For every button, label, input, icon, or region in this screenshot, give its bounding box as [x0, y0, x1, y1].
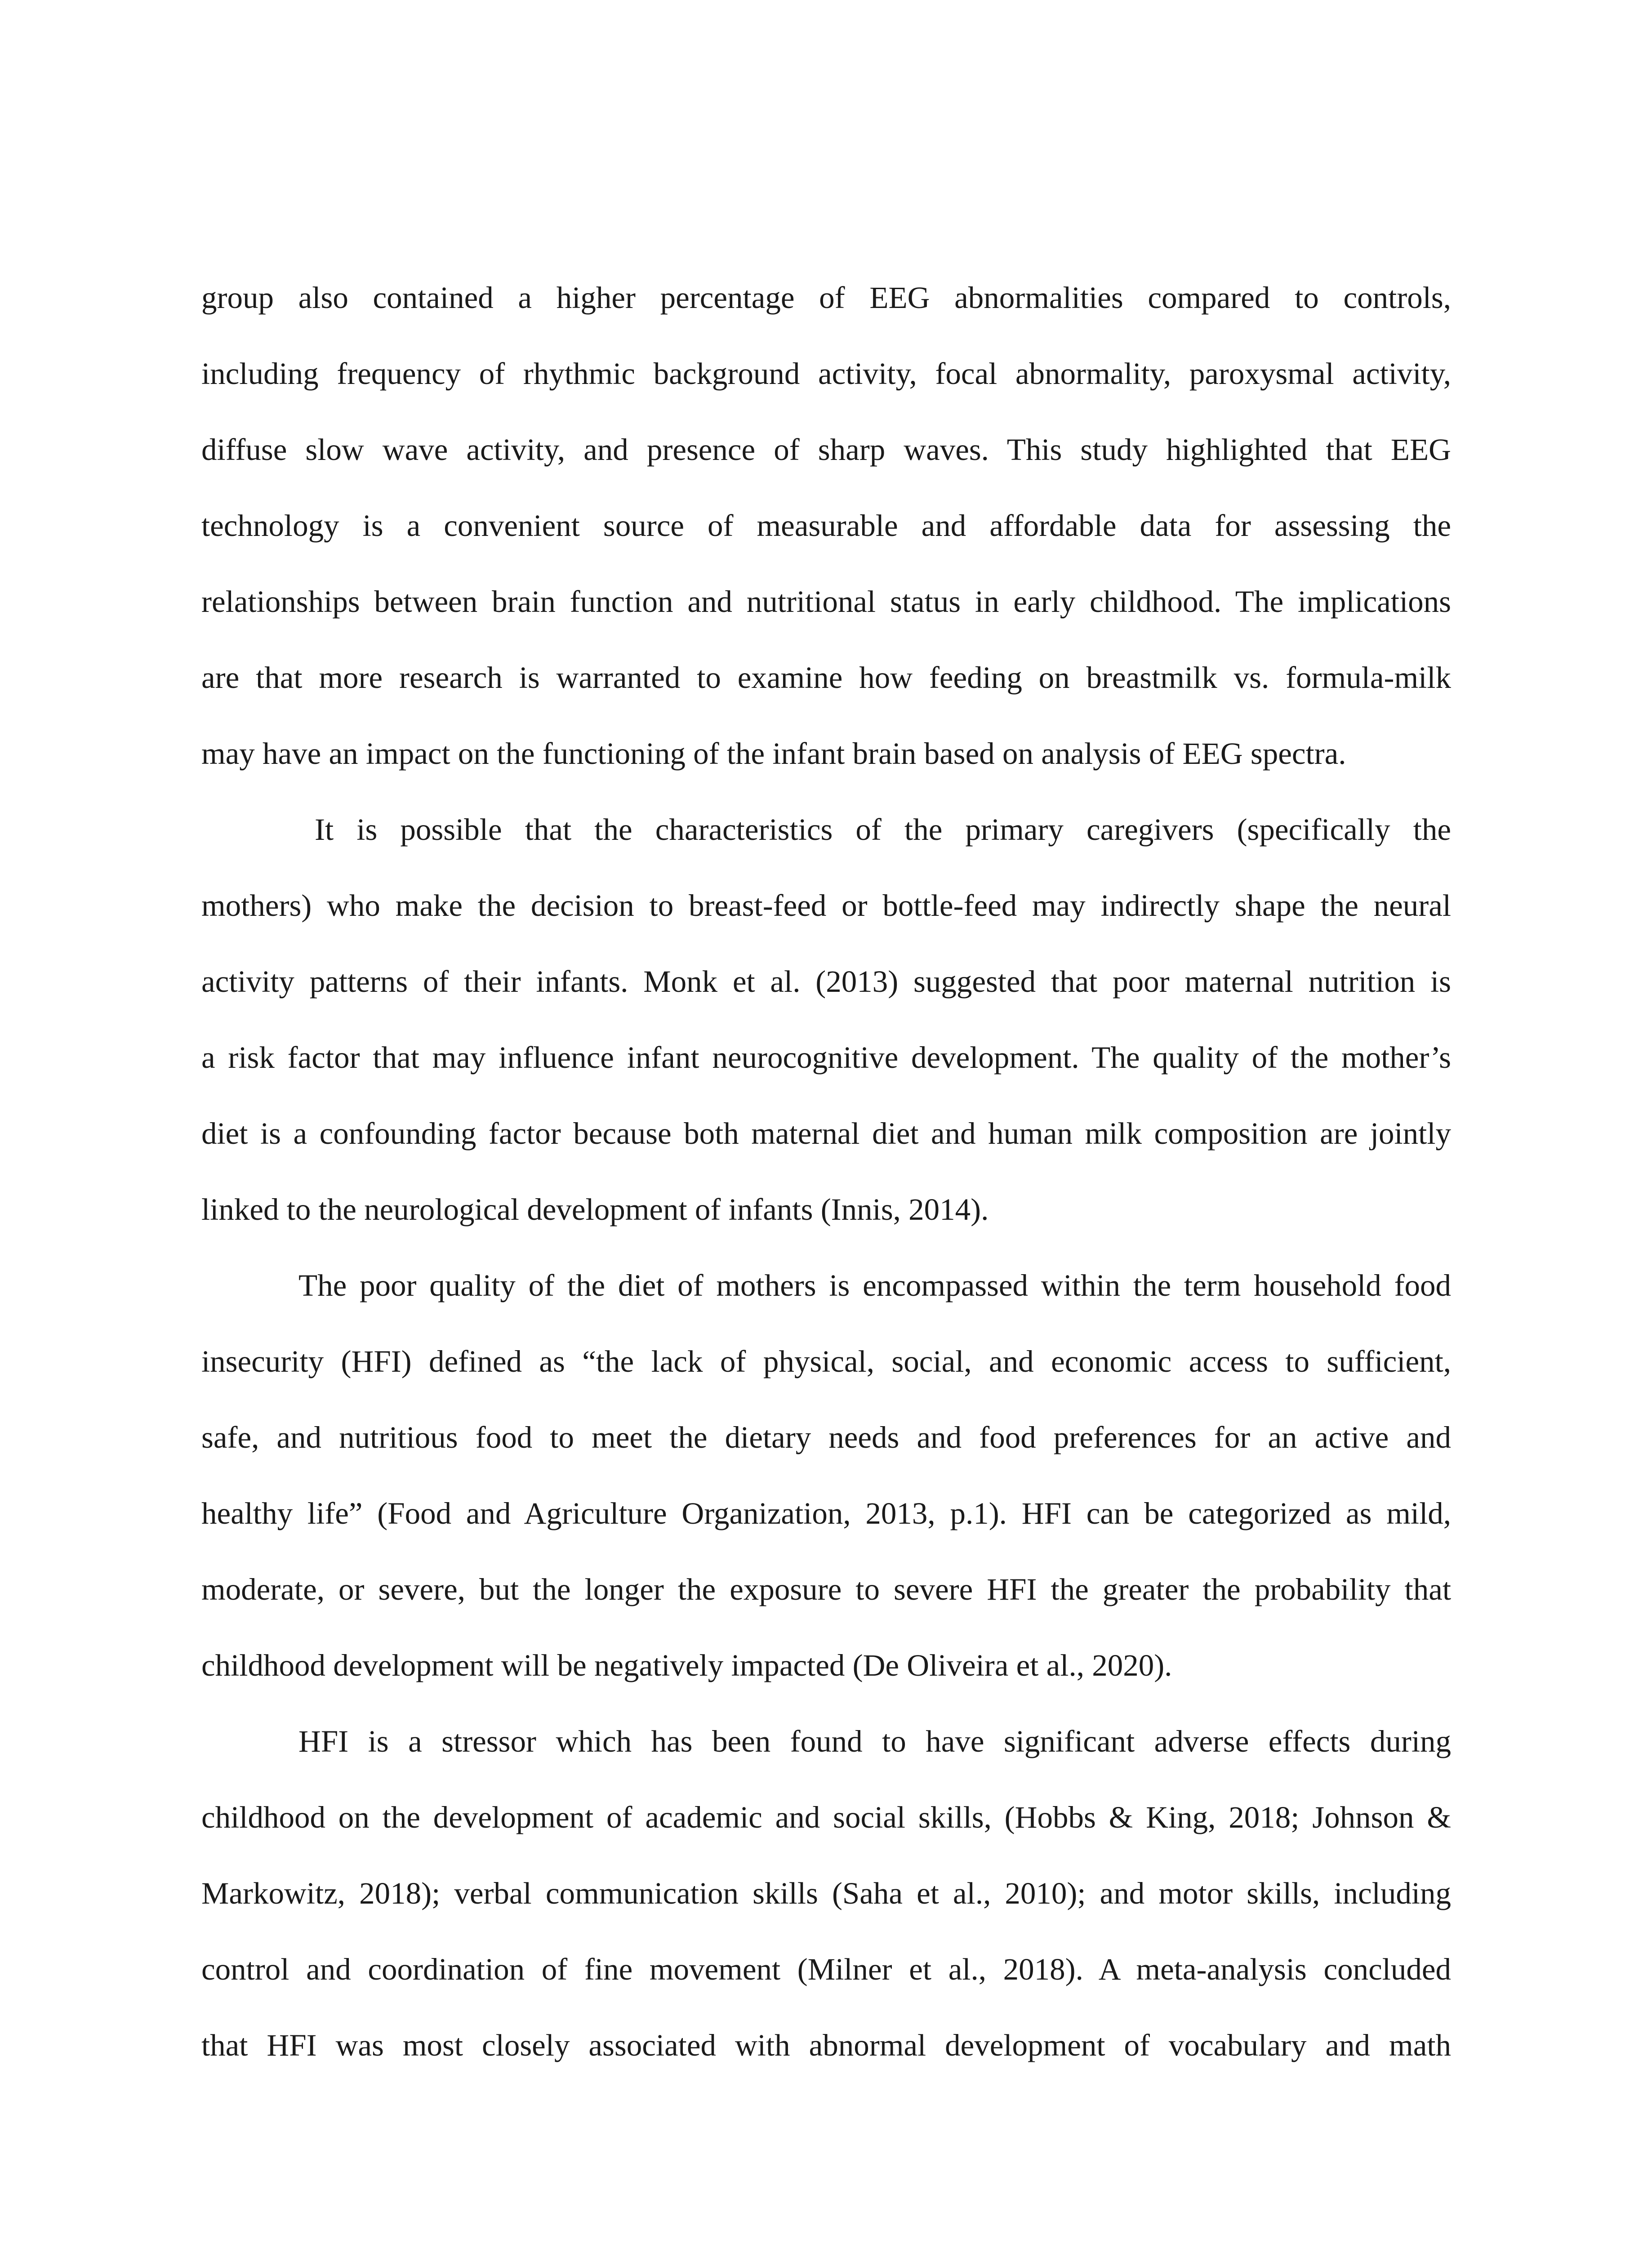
paragraph-line: mothers) who make the decision to breast-feed or bottle-feed may indirectly shape the neural — [201, 888, 1451, 923]
paragraph-line: insecurity (HFI) defined as “the lack of physical, social, and economic access to sufficient, — [201, 1344, 1451, 1378]
paragraph-line: Markowitz, 2018); verbal communication skills (Saha et al., 2010); and motor skills, including — [201, 1876, 1451, 1910]
paragraph-line: childhood on the development of academic and social skills, (Hobbs & King, 2018; Johnson & — [201, 1800, 1451, 1834]
paragraph-line: The poor quality of the diet of mothers is encompassed within the term household food — [298, 1268, 1451, 1302]
paragraph-line: healthy life” (Food and Agriculture Organization, 2013, p.1). HFI can be categorized as mild, — [201, 1496, 1451, 1530]
paragraph-line: may have an impact on the functioning of the infant brain based on analysis of EEG spectra. — [201, 736, 1346, 771]
paragraph-line: are that more research is warranted to examine how feeding on breastmilk vs. formula-milk — [201, 660, 1451, 695]
paragraph-line: group also contained a higher percentage of EEG abnormalities compared to controls, — [201, 281, 1451, 315]
paragraph-line: moderate, or severe, but the longer the exposure to severe HFI the greater the probability that — [201, 1572, 1451, 1606]
paragraph-line: HFI is a stressor which has been found to have significant adverse effects during — [298, 1724, 1451, 1758]
paragraph-line: activity patterns of their infants. Monk et al. (2013) suggested that poor maternal nutrition is — [201, 964, 1451, 999]
paragraph-line: technology is a convenient source of measurable and affordable data for assessing the — [201, 508, 1451, 543]
paragraph-line: safe, and nutritious food to meet the dietary needs and food preferences for an active and — [201, 1420, 1451, 1454]
paragraph-line: linked to the neurological development of infants (Innis, 2014). — [201, 1192, 989, 1227]
paragraph-line: relationships between brain function and nutritional status in early childhood. The implications — [201, 584, 1451, 619]
paragraph-line: a risk factor that may influence infant neurocognitive development. The quality of the mother’s — [201, 1040, 1451, 1075]
paragraph-line: that HFI was most closely associated with abnormal development of vocabulary and math — [201, 2028, 1451, 2062]
paragraph-line: control and coordination of fine movement (Milner et al., 2018). A meta-analysis concluded — [201, 1952, 1451, 1986]
paragraph-line: childhood development will be negatively impacted (De Oliveira et al., 2020). — [201, 1648, 1172, 1682]
paragraph-line: It is possible that the characteristics of the primary caregivers (specifically the — [315, 812, 1451, 847]
paragraph-line: diffuse slow wave activity, and presence of sharp waves. This study highlighted that EEG — [201, 433, 1451, 467]
paragraph-line: including frequency of rhythmic background activity, focal abnormality, paroxysmal activity, — [201, 357, 1451, 391]
paragraph-line: diet is a confounding factor because both maternal diet and human milk composition are jointly — [201, 1116, 1451, 1151]
